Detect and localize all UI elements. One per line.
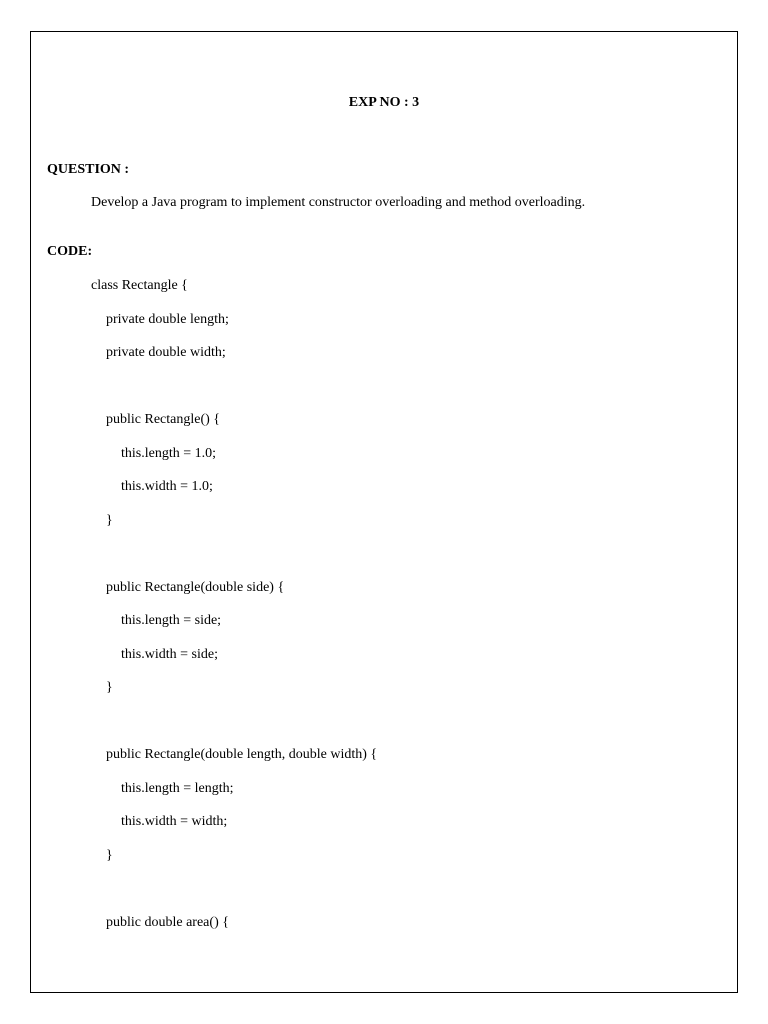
code-line: public Rectangle() { xyxy=(106,412,221,427)
page-border xyxy=(30,31,738,993)
code-line: } xyxy=(106,848,113,863)
code-line: private double length; xyxy=(106,312,229,327)
page-title: EXP NO : 3 xyxy=(348,95,420,110)
code-line: this.width = 1.0; xyxy=(121,479,213,494)
code-line: this.length = length; xyxy=(121,781,234,796)
code-line: class Rectangle { xyxy=(91,278,188,293)
code-line: public Rectangle(double length, double width) { xyxy=(106,747,378,762)
question-heading: QUESTION : xyxy=(47,162,130,177)
question-text: Develop a Java program to implement constructor overloading and method overloading. xyxy=(91,195,586,210)
code-line: this.width = width; xyxy=(121,814,228,829)
code-line: public double area() { xyxy=(106,915,229,930)
code-line: this.width = side; xyxy=(121,647,218,662)
code-line: public Rectangle(double side) { xyxy=(106,580,285,595)
code-line: private double width; xyxy=(106,345,226,360)
code-line: this.length = side; xyxy=(121,613,222,628)
code-line: } xyxy=(106,680,113,695)
code-line: } xyxy=(106,513,113,528)
code-line: this.length = 1.0; xyxy=(121,446,217,461)
code-heading: CODE: xyxy=(47,244,93,259)
